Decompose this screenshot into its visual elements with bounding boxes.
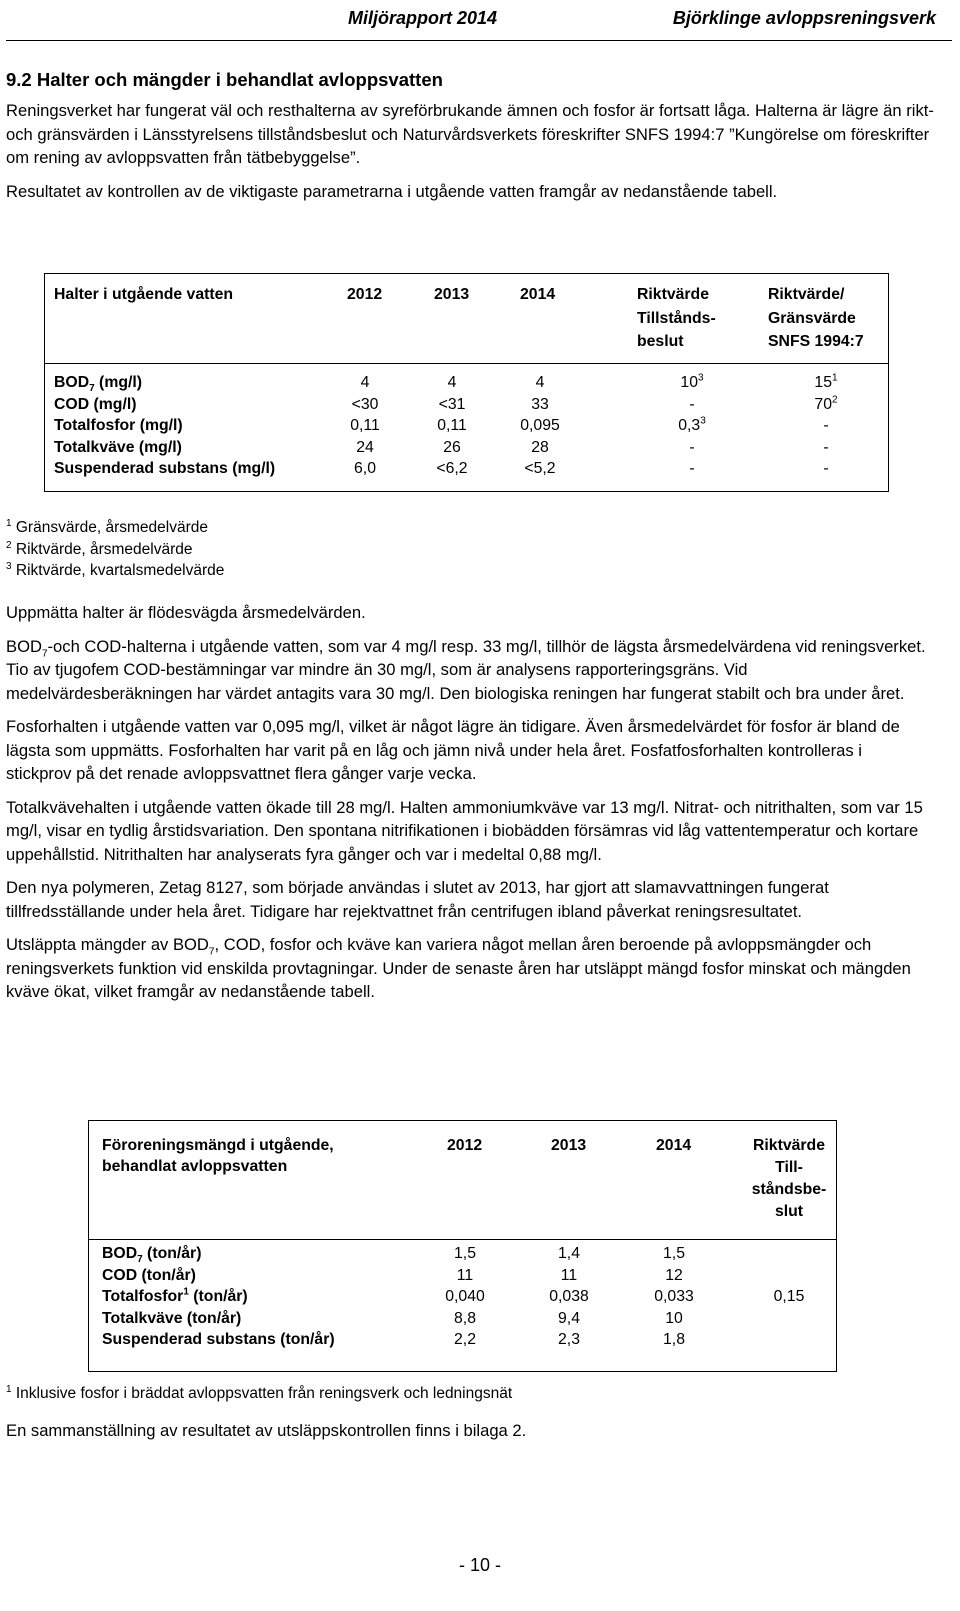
polymer-paragraph: Den nya polymeren, Zetag 8127, som började användas i slutet av 2013, har gjort att slamavvattningen fungerat tillfredsställande under hela året. Tidigare har rejektvattnet från centrifugen ibland påverkat reningsresultatet.: [6, 878, 829, 921]
t1-header-beslut: beslut: [637, 333, 684, 350]
t1-cell: 4: [447, 374, 457, 391]
t1-header-riktvarde: Riktvärde: [637, 286, 709, 303]
t1-cell: -: [689, 438, 695, 456]
t2-cell: 2,2: [454, 1331, 476, 1348]
t2-footnote: $^1$ Inklusive fosfor i bräddat avloppsvatten från reningsverk och ledningsnät: [6, 1383, 513, 1402]
t2-header-2013: 2013: [551, 1137, 587, 1154]
t2-header-rule: [89, 1239, 836, 1240]
t2-cell: 11: [456, 1266, 474, 1284]
t2-header-till: Till-: [775, 1159, 803, 1176]
t1-header-gransvarde: Gränsvärde: [768, 310, 856, 327]
t1-header-tillstands: Tillstånds-: [637, 310, 716, 327]
t1-cell: <5,2: [524, 460, 556, 477]
t2-header-standsbe: ståndsbe-: [751, 1181, 827, 1198]
t2-header-riktvarde: Riktvärde: [753, 1137, 825, 1154]
section-title: 9.2 Halter och mängder i behandlat avloppsvatten: [6, 69, 443, 90]
t2-header-2014: 2014: [656, 1137, 692, 1154]
t1-cell: 0,095: [520, 417, 560, 434]
final-paragraph: En sammanställning av resultatet av utsläppskontrollen finns i bilaga 2.: [6, 1421, 527, 1440]
t1-cell: -: [823, 438, 829, 456]
t1-cell: 0,11: [437, 417, 467, 434]
t2-cell: 0,15: [773, 1288, 805, 1305]
t1-cell: 24: [356, 438, 374, 456]
t1-cell: <31: [438, 395, 466, 413]
body-text: [6, 601, 930, 1014]
t2-cell: 1,4: [558, 1245, 580, 1262]
page-number: - 10 -: [458, 1555, 501, 1575]
page-header: [0, 6, 960, 36]
t2-row-label: Totalkväve (ton/år): [102, 1309, 242, 1327]
t1-cell: 28: [531, 438, 549, 456]
t2-cell: 12: [665, 1266, 683, 1284]
t1-cell: -: [689, 395, 695, 413]
t1-cell: <6,2: [436, 460, 468, 477]
t1-cell: 4: [360, 374, 370, 391]
t2-cell: 1,5: [454, 1245, 476, 1262]
nitrogen-paragraph: Totalkvävehalten i utgående vatten ökade till 28 mg/l. Halten ammoniumkväve var 13 mg/l. Nitrat- och nitrithalten, som var 15 mg/l, visar en tydlig årstidsvariation. Den spontana nitrifikationen i biobädden försämras vid låg vattentemperatur och kortare uppehållstid. Nitrithalten har analyserats fyra gånger och var i medeltal 0,88 mg/l.: [6, 797, 923, 864]
t2-header-label: Föroreningsmängd i utgående,: [102, 1137, 334, 1154]
t1-cell: 26: [443, 438, 461, 456]
t1-header-rule: [45, 363, 888, 364]
t2-cell: 0,038: [549, 1288, 589, 1305]
t1-header-2012: 2012: [347, 286, 383, 303]
t1-cell: 0,11: [350, 417, 380, 434]
t1-row-label: Suspenderad substans (mg/l): [54, 460, 276, 477]
t1-cell: 33: [531, 395, 549, 413]
report-title: Miljörapport 2014: [348, 8, 498, 28]
t1-footnotes: [6, 517, 926, 582]
t1-header-snfs: SNFS 1994:7: [768, 333, 864, 350]
t1-cell: -: [823, 417, 829, 434]
t2-cell: 8,8: [454, 1309, 476, 1327]
t2-cell: 11: [560, 1266, 578, 1284]
footnote: $^2$ Riktvärde, årsmedelvärde: [6, 539, 193, 558]
page-body: [6, 68, 934, 213]
emissions-paragraph: Utsläppta mängder av $BOD_7$, COD, fosfor och kväve kan variera något mellan åren beroende på avloppsmängder och reningsverkets funktion vid enskilda provtagningar. Under de senaste åren har utsläppt mängd fosfor minskat och mängden kväve ökat, vilket framgår av nedanstående tabell.: [6, 935, 911, 1001]
t1-cell: $70^2$: [814, 394, 838, 413]
t1-cell: -: [689, 460, 695, 477]
t2-cell: 2,3: [558, 1331, 580, 1348]
t1-row-label: Totalfosfor (mg/l): [54, 417, 183, 434]
t1-cell: 6,0: [354, 460, 376, 477]
t2-row-label: Totalfosfor$^1$ (ton/år): [102, 1286, 248, 1305]
concentrations-table: [44, 273, 889, 492]
t1-cell: $0,3^3$: [678, 415, 706, 434]
plant-name: Björklinge avloppsreningsverk: [672, 8, 936, 28]
t2-row-label: $BOD_7$ (ton/år): [102, 1245, 202, 1266]
t1-cell: $15^1$: [814, 372, 838, 391]
t1-cell: 4: [535, 374, 545, 391]
t1-header-riktvarde-gr: Riktvärde/: [768, 286, 845, 303]
t2-header-label-2: behandlat avloppsvatten: [102, 1158, 288, 1175]
intro-paragraph: Reningsverket har fungerat väl och resthalterna av syreförbrukande ämnen och fosfor är fortsatt låga. Halterna är lägre än rikt- och gränsvärden i Länsstyrelsens tillståndsbeslut och Naturvårdsverkets föreskrifter SNFS 1994:7 ”Kungörelse om föreskrifter om rening av avloppsvatten från tätbebyggelse”.: [6, 101, 934, 167]
t2-cell: 0,040: [445, 1288, 485, 1305]
t1-row-label: COD (mg/l): [54, 395, 137, 413]
t1-cell: -: [823, 460, 829, 477]
t1-header-2013: 2013: [434, 286, 470, 303]
footnote: $^3$ Riktvärde, kvartalsmedelvärde: [6, 560, 225, 579]
t1-row-label: Totalkväve (mg/l): [54, 438, 182, 456]
t2-cell: 0,033: [654, 1288, 694, 1305]
t2-cell: 10: [665, 1309, 683, 1327]
measured-paragraph: Uppmätta halter är flödesvägda årsmedelvärden.: [6, 603, 366, 622]
t2-cell: 1,8: [663, 1331, 685, 1348]
t2-row-label: COD (ton/år): [102, 1266, 196, 1284]
phosphorus-paragraph: Fosforhalten i utgående vatten var 0,095 mg/l, vilket är något lägre än tidigare. Även årsmedelvärdet för fosfor är bland de lägsta som uppmätts. Fosforhalten har varit på en låg och jämn nivå under hela året. Fosfatfosforhalten kontrolleras i stickprov på det renade avloppsvattnet flera gånger varje vecka.: [6, 717, 900, 783]
t2-header-2012: 2012: [447, 1137, 483, 1154]
emissions-table: [88, 1120, 837, 1372]
t1-cell: $10^3$: [680, 372, 704, 391]
t2-row-label: Suspenderad substans (ton/år): [102, 1331, 335, 1348]
t1-cell: <30: [351, 395, 379, 413]
header-rule: [6, 40, 952, 41]
t2-cell: 1,5: [663, 1245, 685, 1262]
bod-paragraph: $BOD_7$-och COD-halterna i utgående vatten, som var 4 mg/l resp. 33 mg/l, tillhör de lägsta årsmedelvärdena vid reningsverket. Tio av tjugofem COD-bestämningar var mindre än 30 mg/l, som är analysens rapporteringsgräns. Vid medelvärdesberäkningen har värdet antagits vara 30 mg/l. Den biologiska reningen har fungerat stabilt och bra under året.: [6, 636, 926, 703]
t1-header-2014: 2014: [520, 286, 556, 303]
intro-paragraph-2: Resultatet av kontrollen av de viktigaste parametrarna i utgående vatten framgår av nedanstående tabell.: [6, 181, 778, 201]
t1-row-label: $BOD_7$ (mg/l): [54, 374, 143, 395]
t1-header-label: Halter i utgående vatten: [54, 286, 234, 303]
t2-cell: 9,4: [558, 1309, 580, 1327]
t2-header-slut: slut: [774, 1203, 804, 1220]
footnote: $^1$ Gränsvärde, årsmedelvärde: [6, 517, 208, 536]
